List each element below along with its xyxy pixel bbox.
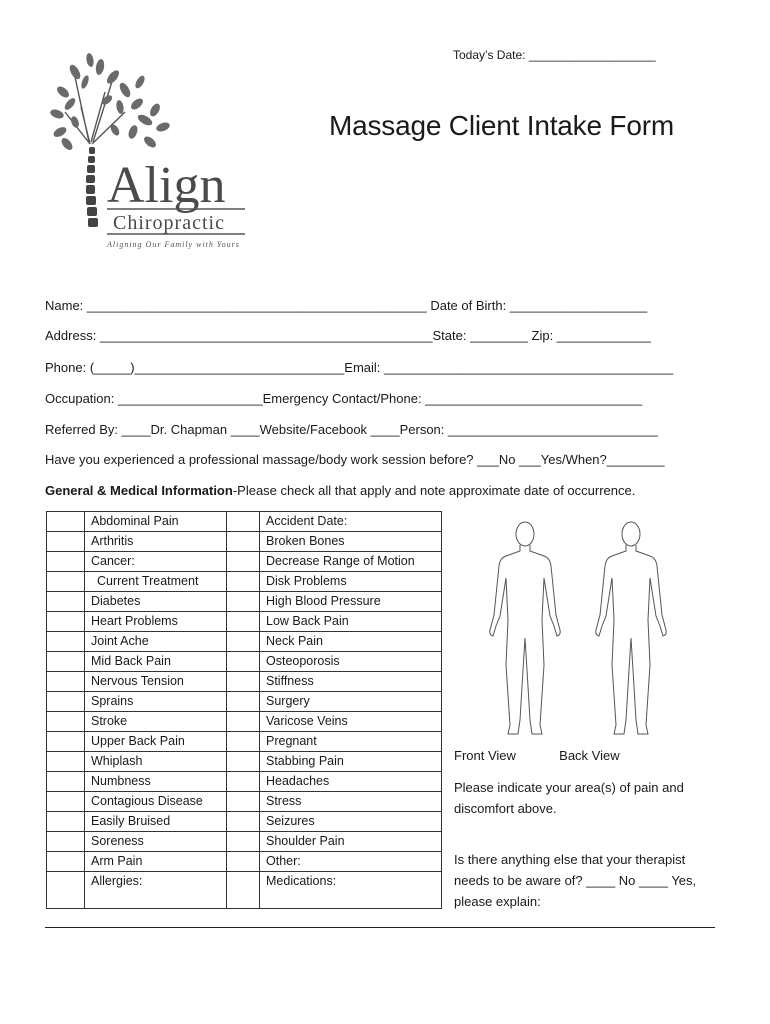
align-chiropractic-logo [45, 52, 255, 282]
occupation-emergency-field[interactable]: Occupation: ____________________Emergency Contact/Phone: ______________________________ [45, 391, 643, 406]
condition-label: Decrease Range of Motion [260, 552, 442, 572]
leaves-icon [49, 52, 171, 151]
check-cell[interactable] [227, 552, 260, 572]
check-cell[interactable] [227, 832, 260, 852]
condition-label: Upper Back Pain [85, 732, 227, 752]
table-row [47, 732, 442, 752]
condition-label: Shoulder Pain [260, 832, 442, 852]
check-cell[interactable] [227, 692, 260, 712]
check-cell[interactable] [47, 812, 85, 832]
condition-label: Other: [260, 852, 442, 872]
table-row [47, 552, 442, 572]
check-cell[interactable] [227, 652, 260, 672]
general-medical-heading [45, 483, 635, 498]
condition-label: Allergies: [85, 872, 227, 909]
check-cell[interactable] [227, 592, 260, 612]
table-row [47, 832, 442, 852]
table-row [47, 692, 442, 712]
check-cell[interactable] [47, 852, 85, 872]
check-cell[interactable] [47, 652, 85, 672]
check-cell[interactable] [227, 672, 260, 692]
referred-by-field[interactable]: Referred By: ____Dr. Chapman ____Website/Facebook ____Person: _____________________________ [45, 422, 658, 437]
check-cell[interactable] [227, 792, 260, 812]
condition-label: Varicose Veins [260, 712, 442, 732]
table-row [47, 872, 442, 909]
check-cell[interactable] [47, 592, 85, 612]
check-cell[interactable] [47, 772, 85, 792]
check-cell[interactable] [227, 752, 260, 772]
condition-label: Abdominal Pain [85, 512, 227, 532]
table-row [47, 812, 442, 832]
condition-label: Medications: [260, 872, 442, 909]
condition-label: Surgery [260, 692, 442, 712]
condition-label: Pregnant [260, 732, 442, 752]
check-cell[interactable] [47, 872, 85, 909]
prior-massage-field[interactable]: Have you experienced a professional massage/body work session before? ___No ___Yes/When?________ [45, 452, 665, 467]
table-row [47, 612, 442, 632]
check-cell[interactable] [227, 732, 260, 752]
phone-email-field[interactable]: Phone: (_____)_____________________________Email: ________________________________________ [45, 360, 674, 375]
condition-label: Stress [260, 792, 442, 812]
condition-label: Seizures [260, 812, 442, 832]
check-cell[interactable] [47, 712, 85, 732]
brand-tagline: Aligning Our Family with Yours [107, 240, 240, 249]
condition-label: Headaches [260, 772, 442, 792]
check-cell[interactable] [227, 632, 260, 652]
table-row [47, 532, 442, 552]
table-row [47, 752, 442, 772]
condition-label: Current Treatment [85, 572, 227, 592]
brand-name: Align [107, 157, 226, 214]
check-cell[interactable] [227, 872, 260, 909]
table-row [47, 592, 442, 612]
condition-label: Stroke [85, 712, 227, 732]
check-cell[interactable] [227, 812, 260, 832]
table-row [47, 672, 442, 692]
check-cell[interactable] [47, 752, 85, 772]
check-cell[interactable] [47, 612, 85, 632]
pain-instruction: Please indicate your area(s) of pain and discomfort above. [454, 780, 684, 816]
check-cell[interactable] [47, 832, 85, 852]
table-row [47, 512, 442, 532]
condition-label: Stiffness [260, 672, 442, 692]
check-cell[interactable] [47, 532, 85, 552]
condition-label: Soreness [85, 832, 227, 852]
check-cell[interactable] [47, 572, 85, 592]
condition-label: Mid Back Pain [85, 652, 227, 672]
check-cell[interactable] [47, 792, 85, 812]
check-cell[interactable] [47, 732, 85, 752]
condition-label: Stabbing Pain [260, 752, 442, 772]
anything-else-field[interactable]: Is there anything else that your therapist needs to be aware of? ____ No ____ Yes, please explain: [454, 852, 697, 909]
bottom-rule [45, 927, 715, 928]
condition-label: Heart Problems [85, 612, 227, 632]
table-row [47, 772, 442, 792]
name-dob-field[interactable]: Name: _______________________________________________ Date of Birth: ___________________ [45, 298, 648, 313]
front-view-figure [490, 522, 560, 734]
table-row [47, 652, 442, 672]
table-row [47, 712, 442, 732]
address-field[interactable]: Address: ______________________________________________State: ________ Zip: _____________ [45, 328, 651, 343]
general-instruction: -Please check all that apply and note approximate date of occurrence. [232, 483, 636, 498]
condition-label: Accident Date: [260, 512, 442, 532]
condition-label: Diabetes [85, 592, 227, 612]
form-title: Massage Client Intake Form [329, 110, 674, 141]
table-row [47, 572, 442, 592]
condition-label: Cancer: [85, 552, 227, 572]
body-diagram[interactable] [478, 520, 678, 745]
check-cell[interactable] [227, 612, 260, 632]
table-row [47, 792, 442, 812]
condition-label: High Blood Pressure [260, 592, 442, 612]
condition-label: Nervous Tension [85, 672, 227, 692]
check-cell[interactable] [47, 632, 85, 652]
condition-label: Disk Problems [260, 572, 442, 592]
table-row [47, 852, 442, 872]
check-cell[interactable] [227, 572, 260, 592]
check-cell[interactable] [47, 512, 85, 532]
condition-label: Numbness [85, 772, 227, 792]
check-cell[interactable] [47, 692, 85, 712]
condition-label: Contagious Disease [85, 792, 227, 812]
check-cell[interactable] [47, 552, 85, 572]
condition-label: Arthritis [85, 532, 227, 552]
condition-label: Easily Bruised [85, 812, 227, 832]
condition-label: Low Back Pain [260, 612, 442, 632]
check-cell[interactable] [227, 712, 260, 732]
condition-label: Arm Pain [85, 852, 227, 872]
conditions-table [46, 511, 442, 909]
view-labels [454, 748, 620, 763]
check-cell[interactable] [47, 672, 85, 692]
front-view-label: Front View [454, 748, 516, 763]
check-cell[interactable] [227, 512, 260, 532]
brand-subname: Chiropractic [113, 212, 225, 234]
condition-label: Joint Ache [85, 632, 227, 652]
check-cell[interactable] [227, 772, 260, 792]
condition-label: Osteoporosis [260, 652, 442, 672]
check-cell[interactable] [227, 532, 260, 552]
condition-label: Sprains [85, 692, 227, 712]
table-row [47, 632, 442, 652]
condition-label: Whiplash [85, 752, 227, 772]
general-heading-bold: General & Medical Information [45, 483, 233, 498]
condition-label: Neck Pain [260, 632, 442, 652]
back-view-figure [596, 522, 666, 734]
check-cell[interactable] [227, 852, 260, 872]
todays-date-field[interactable]: Today’s Date: ___________________ [453, 48, 656, 62]
condition-label: Broken Bones [260, 532, 442, 552]
back-view-label: Back View [559, 748, 620, 763]
